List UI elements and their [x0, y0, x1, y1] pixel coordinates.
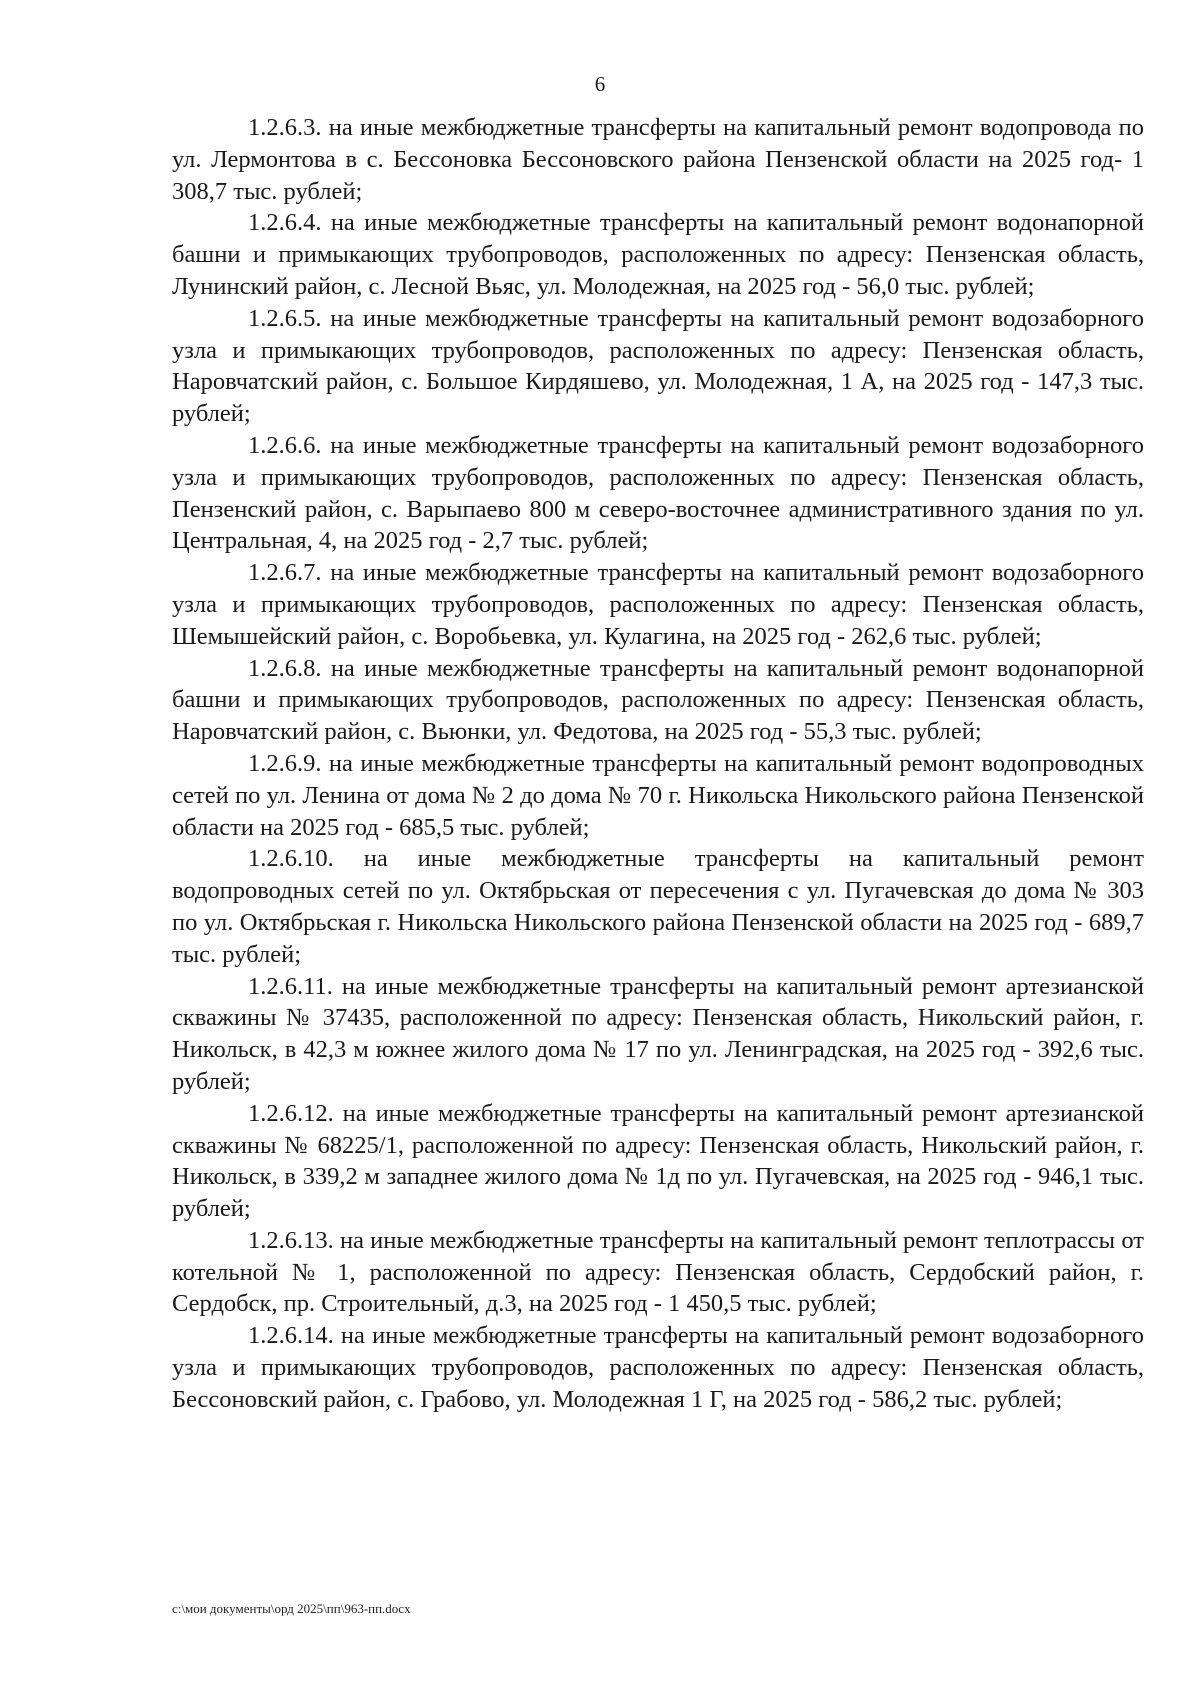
paragraph-1-2-6-4: 1.2.6.4. на иные межбюджетные трансферты на капитальный ремонт водонапорной башни и примыкающих трубопроводов, расположенных по адресу: Пензенская область, Лунинский район, с. Лесной Вьяс, ул. Молодежная, на 2025 год - 56,0 тыс. рублей;	[172, 209, 1144, 300]
paragraph-1-2-6-5: 1.2.6.5. на иные межбюджетные трансферты на капитальный ремонт водозаборного узла и примыкающих трубопроводов, расположенных по адресу: Пензенская область, Наровчатский район, с. Большое Кирдяшево, ул. Молодежная, 1 А, на 2025 год - 147,3 тыс. рублей;	[172, 304, 1144, 428]
paragraph-1-2-6-12: 1.2.6.12. на иные межбюджетные трансферты на капитальный ремонт артезианской скважины № 68225/1, расположенной по адресу: Пензенская область, Никольский район, г. Никольск, в 339,2 м западнее жилого дома № 1д по ул. Пугачевская, на 2025 год - 946,1 тыс. рублей;	[172, 1099, 1144, 1223]
paragraph-1-2-6-14: 1.2.6.14. на иные межбюджетные трансферты на капитальный ремонт водозаборного узла и примыкающих трубопроводов, расположенных по адресу: Пензенская область, Бессоновский район, с. Грабово, ул. Молодежная 1 Г, на 2025 год - 586,2 тыс. рублей;	[172, 1322, 1144, 1413]
paragraph-1-2-6-9: 1.2.6.9. на иные межбюджетные трансферты на капитальный ремонт водопроводных сетей по ул. Ленина от дома № 2 до дома № 70 г. Никольска Никольского района Пензенской области на 2025 год - 685,5 тыс. рублей;	[172, 749, 1144, 841]
document-body	[172, 112, 1144, 1416]
paragraph-1-2-6-3: 1.2.6.3. на иные межбюджетные трансферты на капитальный ремонт водопровода по ул. Лермонтова в с. Бессоновка Бессоновского района Пензенской области на 2025 год- 1 308,7 тыс. рублей;	[172, 114, 1144, 205]
page-number: 6	[594, 72, 606, 96]
paragraph-1-2-6-13: 1.2.6.13. на иные межбюджетные трансферты на капитальный ремонт теплотрассы от котельной № 1, расположенной по адресу: Пензенская область, Сердобский район, г. Сердобск, пр. Строительный, д.3, на 2025 год - 1 450,5 тыс. рублей;	[172, 1226, 1144, 1318]
file-path-footer: c:\мои документы\орд 2025\пп\963-пп.docx	[172, 1601, 411, 1616]
paragraph-1-2-6-10: 1.2.6.10. на иные межбюджетные трансферты на капитальный ремонт водопроводных сетей по ул. Октябрьская от пересечения с ул. Пугачевская до дома № 303 по ул. Октябрьская г. Никольска Никольского района Пензенской области на 2025 год - 689,7 тыс. рублей;	[172, 845, 1144, 968]
paragraph-1-2-6-7: 1.2.6.7. на иные межбюджетные трансферты на капитальный ремонт водозаборного узла и примыкающих трубопроводов, расположенных по адресу: Пензенская область, Шемышейский район, с. Воробьевка, ул. Кулагина, на 2025 год - 262,6 тыс. рублей;	[172, 559, 1144, 650]
paragraph-1-2-6-6: 1.2.6.6. на иные межбюджетные трансферты на капитальный ремонт водозаборного узла и примыкающих трубопроводов, расположенных по адресу: Пензенская область, Пензенский район, с. Варыпаево 800 м северо-восточнее административного здания по ул. Центральная, 4, на 2025 год - 2,7 тыс. рублей;	[172, 431, 1144, 555]
paragraph-1-2-6-8: 1.2.6.8. на иные межбюджетные трансферты на капитальный ремонт водонапорной башни и примыкающих трубопроводов, расположенных по адресу: Пензенская область, Наровчатский район, с. Вьюнки, ул. Федотова, на 2025 год - 55,3 тыс. рублей;	[172, 654, 1144, 746]
paragraph-1-2-6-11: 1.2.6.11. на иные межбюджетные трансферты на капитальный ремонт артезианской скважины № 37435, расположенной по адресу: Пензенская область, Никольский район, г. Никольск, в 42,3 м южнее жилого дома № 17 по ул. Ленинградская, на 2025 год - 392,6 тыс. рублей;	[172, 972, 1144, 1095]
